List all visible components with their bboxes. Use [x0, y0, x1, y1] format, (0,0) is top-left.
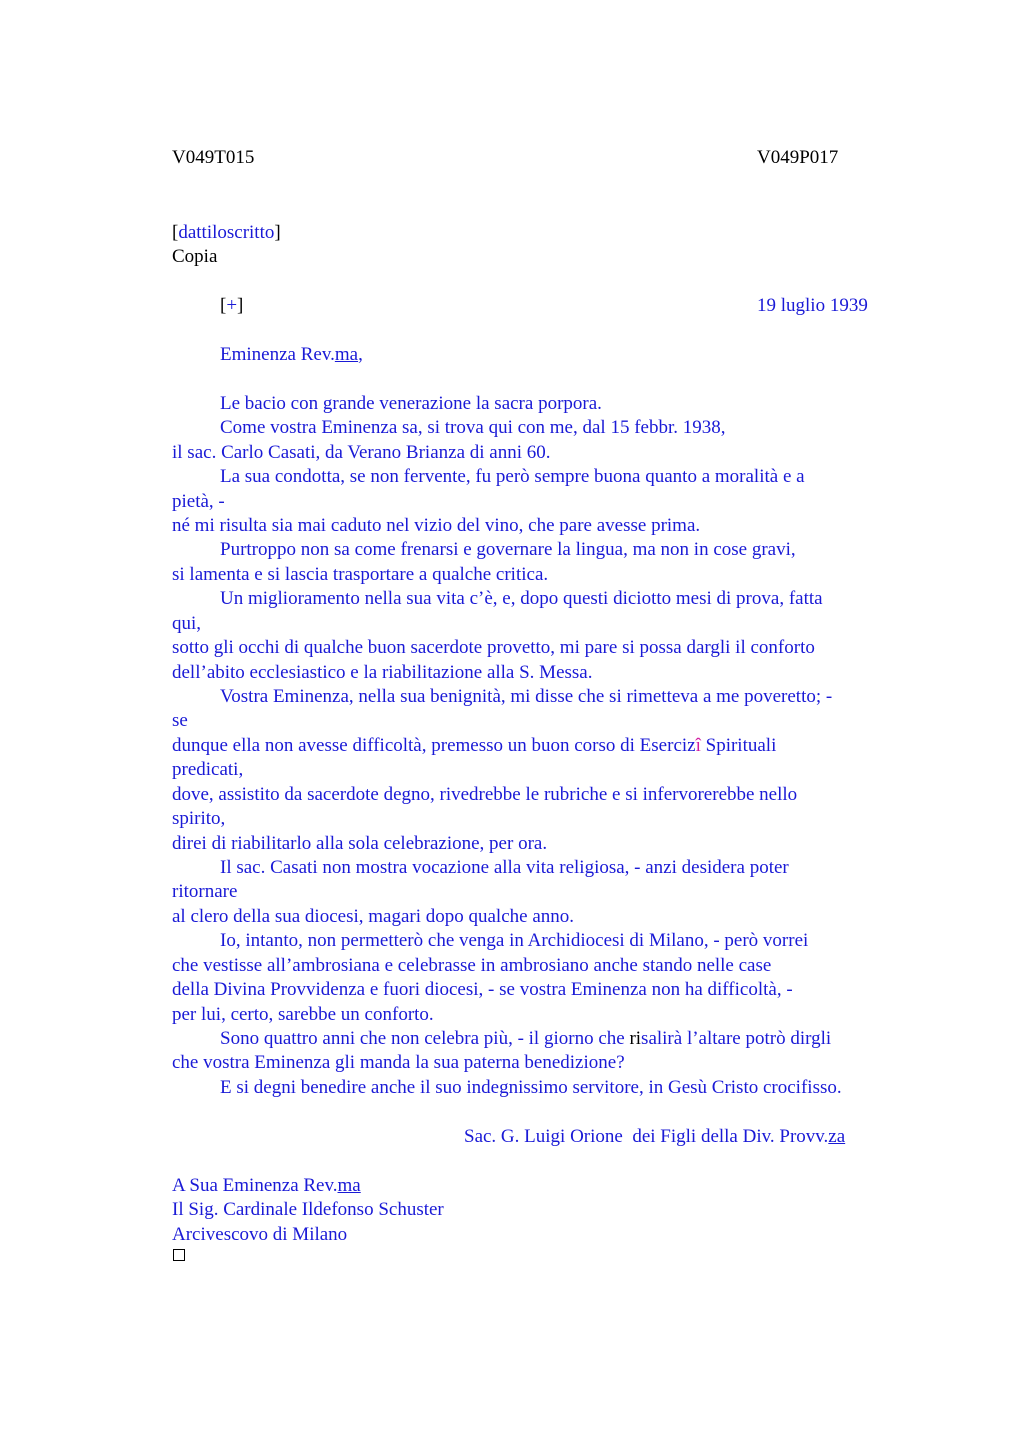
- body-line: Un miglioramento nella sua vita c’è, e, dopo questi diciotto mesi di prova, fatta: [220, 588, 823, 609]
- header-right-code: V049P017: [757, 147, 839, 168]
- header-left-code: V049T015: [172, 147, 255, 168]
- body-line: della Divina Provvidenza e fuori diocesi, - se vostra Eminenza non ha difficoltà, -: [172, 979, 793, 1000]
- body-line: si lamenta e si lascia trasportare a qualche critica.: [172, 564, 549, 585]
- body-line: se: [172, 710, 188, 731]
- address-line: A Sua Eminenza Rev.ma: [172, 1175, 361, 1196]
- address-line: Arcivescovo di Milano: [172, 1224, 348, 1245]
- body-line: La sua condotta, se non fervente, fu però sempre buona quanto a moralità e a: [220, 466, 805, 487]
- body-line: al clero della sua diocesi, magari dopo qualche anno.: [172, 906, 575, 927]
- body-line: Il sac. Casati non mostra vocazione alla vita religiosa, - anzi desidera poter: [220, 857, 789, 878]
- copy-label: Copia: [172, 246, 218, 267]
- letter-date: 19 luglio 1939: [757, 295, 868, 316]
- signature: Sac. G. Luigi Orione dei Figli della Div. Provv.za: [464, 1126, 846, 1147]
- body-line: che vostra Eminenza gli manda la sua paterna benedizione?: [172, 1052, 625, 1073]
- body-line: dunque ella non avesse difficoltà, premesso un buon corso di Esercizî Spirituali: [172, 735, 777, 756]
- body-line: qui,: [172, 613, 202, 634]
- salutation: Eminenza Rev.ma,: [220, 344, 363, 365]
- body-line: dell’abito ecclesiastico e la riabilitazione alla S. Messa.: [172, 662, 593, 683]
- address-line: Il Sig. Cardinale Ildefonso Schuster: [172, 1199, 444, 1220]
- body-line: Vostra Eminenza, nella sua benignità, mi disse che si rimetteva a me poveretto; -: [220, 686, 833, 707]
- body-line: dove, assistito da sacerdote degno, rivedrebbe le rubriche e si infervorerebbe nello: [172, 784, 798, 805]
- body-line: Io, intanto, non permetterò che venga in Archidiocesi di Milano, - però vorrei: [220, 930, 809, 951]
- body-line: per lui, certo, sarebbe un conforto.: [172, 1004, 434, 1025]
- body-line: pietà, -: [172, 491, 225, 512]
- body-line: Sono quattro anni che non celebra più, - il giorno che risalirà l’altare potrò dirgli: [220, 1028, 832, 1049]
- body-line: Come vostra Eminenza sa, si trova qui con me, dal 15 febbr. 1938,: [220, 417, 726, 438]
- body-line: spirito,: [172, 808, 226, 829]
- body-line: Le bacio con grande venerazione la sacra porpora.: [220, 393, 602, 414]
- body-line: Purtroppo non sa come frenarsi e governare la lingua, ma non in cose gravi,: [220, 539, 796, 560]
- body-line: predicati,: [172, 759, 244, 780]
- body-line: direi di riabilitarlo alla sola celebrazione, per ora.: [172, 833, 548, 854]
- body-line: il sac. Carlo Casati, da Verano Brianza di anni 60.: [172, 442, 551, 463]
- typescript-note: [dattiloscritto]: [172, 222, 281, 243]
- body-line: E si degni benedire anche il suo indegnissimo servitore, in Gesù Cristo crocifisso.: [220, 1077, 842, 1098]
- cross-mark: [+]: [220, 295, 244, 316]
- body-line: né mi risulta sia mai caduto nel vizio del vino, che pare avesse prima.: [172, 515, 701, 536]
- body-line: che vestisse all’ambrosiana e celebrasse in ambrosiano anche stando nelle case: [172, 955, 772, 976]
- square-mark-icon: [173, 1249, 185, 1261]
- body-line: ritornare: [172, 881, 238, 902]
- body-line: sotto gli occhi di qualche buon sacerdote provetto, mi pare si possa dargli il conforto: [172, 637, 815, 658]
